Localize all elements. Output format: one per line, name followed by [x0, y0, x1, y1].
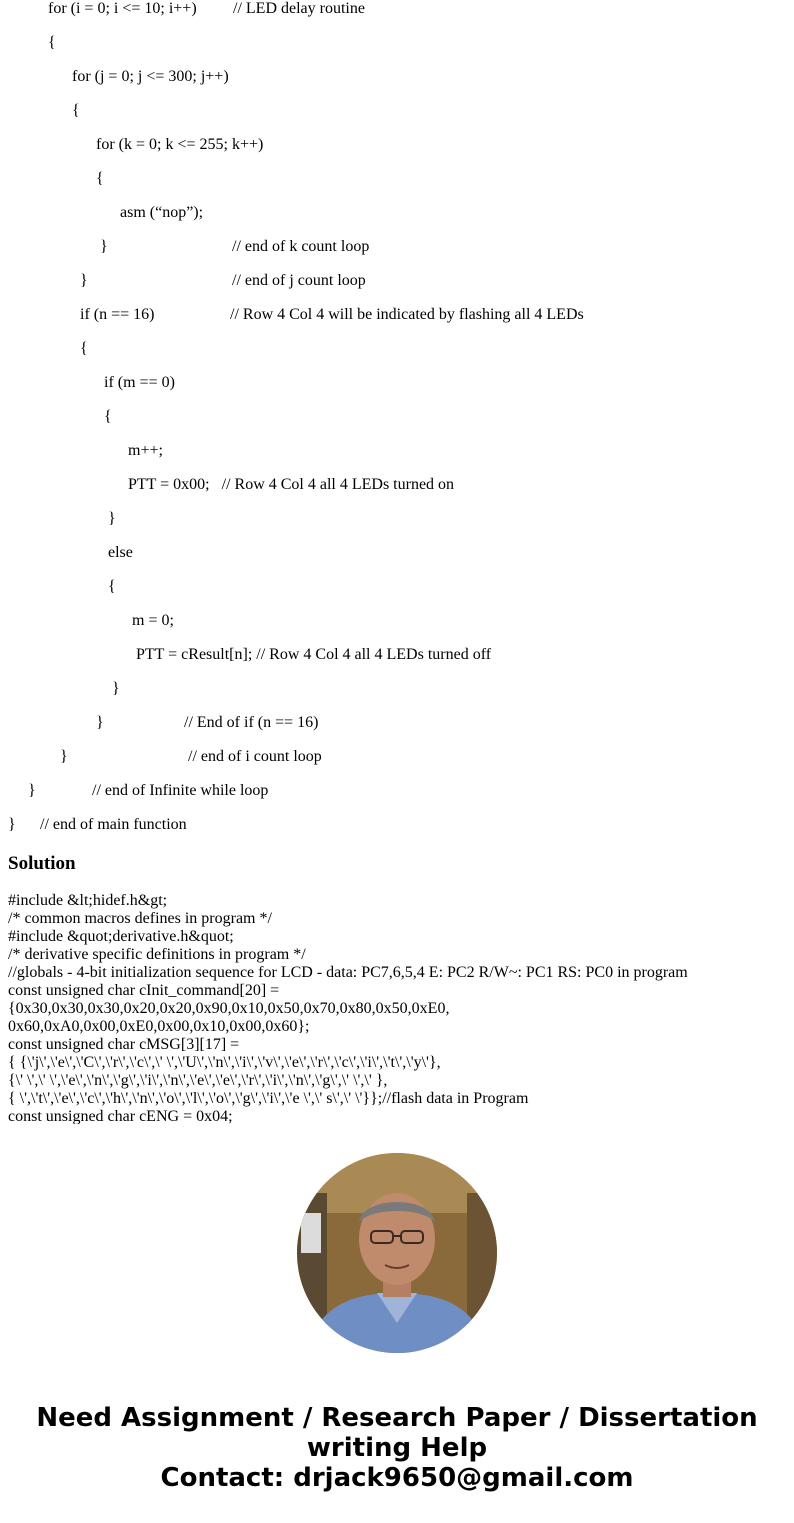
solution-line: /* derivative specific definitions in program */ [8, 946, 306, 963]
author-avatar [297, 1153, 497, 1353]
code-line: m = 0; [132, 612, 174, 629]
solution-line: #include &quot;derivative.h&quot; [8, 928, 234, 945]
solution-line: /* common macros defines in program */ [8, 910, 272, 927]
code-line: } [100, 238, 108, 255]
code-line: asm (“nop”); [120, 204, 204, 221]
code-line: } [60, 748, 68, 765]
code-line: { [96, 170, 104, 187]
code-line: for (i = 0; i <= 10; i++) [48, 0, 197, 17]
promo-footer [0, 1403, 794, 1493]
solution-line: const unsigned char cENG = 0x04; [8, 1108, 233, 1124]
code-comment: // End of if (n == 16) [184, 714, 319, 731]
code-line: } [108, 510, 116, 527]
code-line: } [112, 680, 120, 697]
code-line: else [108, 544, 133, 561]
solution-line: 0x60,0xA0,0x00,0xE0,0x00,0x10,0x00,0x60}; [8, 1018, 310, 1035]
code-line: for (k = 0; k <= 255; k++) [96, 136, 264, 153]
code-comment: // end of k count loop [232, 238, 370, 255]
promo-line-1: Need Assignment / Research Paper / Dissertation [36, 1403, 758, 1433]
code-comment: // end of main function [40, 816, 187, 833]
solution-line: { {\'j\',\'e\',\'C\',\'r\',\'c\',\' \',\'U\',\'n\',\'i\',\'v\',\'e\',\'r\',\'c\',\'i\',\'t\',\'y\'}, [8, 1054, 441, 1071]
code-line: PTT = 0x00; // Row 4 Col 4 all 4 LEDs turned on [128, 476, 455, 493]
code-line: { [48, 34, 56, 51]
code-line: for (j = 0; j <= 300; j++) [72, 68, 229, 85]
solution-line: const unsigned char cInit_command[20] = [8, 982, 280, 999]
solution-line: {\' \',\' \',\'e\',\'n\',\'g\',\'i\',\'n\',\'e\',\'e\',\'r\',\'i\',\'n\',\'g\',\' \',\' }, [8, 1072, 388, 1089]
code-line: } [8, 816, 16, 833]
solution-line: {0x30,0x30,0x30,0x20,0x20,0x90,0x10,0x50,0x70,0x80,0x50,0xE0, [8, 1000, 450, 1017]
contact-line: Contact: drjack9650@gmail.com [160, 1463, 634, 1493]
code-comment: // end of Infinite while loop [92, 782, 269, 799]
author-photo [297, 1153, 497, 1353]
solution-line: { \',\'t\',\'e\',\'c\',\'h\',\'n\',\'o\',\'l\',\'o\',\'g\',\'i\',\'e \',\' s\',\' \'}};//flash data in Program [8, 1090, 529, 1107]
code-line: { [108, 578, 116, 595]
code-line: PTT = cResult[n]; // Row 4 Col 4 all 4 LEDs turned off [136, 646, 492, 663]
code-comment: // Row 4 Col 4 will be indicated by flashing all 4 LEDs [230, 306, 584, 323]
solution-line: //globals - 4-bit initialization sequence for LCD - data: PC7,6,5,4 E: PC2 R/W~: PC1 RS: PC0 in program [8, 964, 688, 981]
solution-code [8, 892, 788, 1124]
code-line: m++; [128, 442, 163, 459]
code-line: if (n == 16) [80, 306, 155, 323]
code-comment: // LED delay routine [233, 0, 365, 17]
code-comment: // end of j count loop [232, 272, 366, 289]
code-comment: // end of i count loop [188, 748, 322, 765]
code-line: } [96, 714, 104, 731]
code-line: { [72, 102, 80, 119]
code-line: { [80, 340, 88, 357]
code-line: } [80, 272, 88, 289]
solution-line: const unsigned char cMSG[3][17] = [8, 1036, 240, 1053]
code-line: { [104, 408, 112, 425]
code-line: if (m == 0) [104, 374, 175, 391]
code-line: } [28, 782, 36, 799]
solution-line: #include &lt;hidef.h&gt; [8, 892, 168, 909]
solution-heading: Solution [8, 853, 76, 874]
promo-line-2: writing Help [306, 1433, 488, 1463]
